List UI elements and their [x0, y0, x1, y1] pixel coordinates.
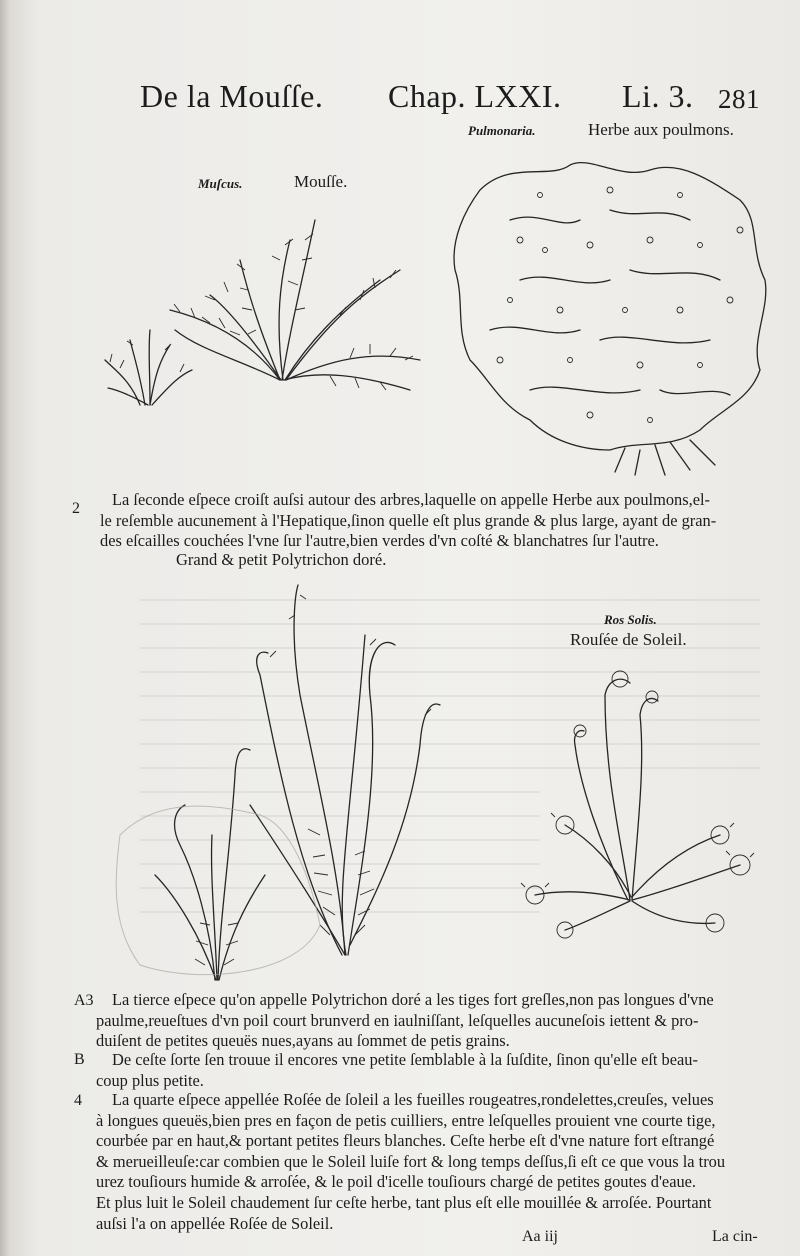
catchword: La cin-	[712, 1228, 758, 1245]
running-head-chapter: Chap. LXXI.	[388, 78, 562, 114]
paragraph-line: courbée par en haut,& portant petites fleurs blanches. Ceſte herbe eſt d'vne nature fort eſtrangé	[96, 1131, 715, 1151]
label-muscus-french: Mouſſe.	[294, 172, 348, 191]
running-head-left: De la Mouſſe.	[140, 78, 324, 114]
label-ros-solis-latin: Ros Solis.	[604, 612, 657, 627]
label-pulmonaria-latin: Pulmonaria.	[468, 123, 536, 138]
paragraph-line: Et plus luit le Soleil chaudement ſur ceſte herbe, tant plus eſt elle mouillée & arroſée. Pourtant	[96, 1192, 712, 1212]
paragraph-line: urez touſiours humide & arroſée, & le poil d'icelle touſiours chargé de petites goutes d'eaue.	[96, 1172, 697, 1192]
paragraph-4-marker: 4	[74, 1092, 82, 1109]
running-head-book: Li. 3.	[622, 78, 694, 114]
paragraph-line: des eſcailles couchées l'vne ſur l'autre,bien verdes d'vn coſté & blanchatres ſur l'autre.	[100, 531, 659, 551]
ros-solis-illustration	[520, 665, 770, 935]
paragraph-line: paulme,reueſtues d'vn poil court brunverd en iaulniſſant, leſquelles aucuneſois iettent & pro-	[96, 1010, 699, 1030]
paragraph-a3	[96, 990, 767, 1052]
signature-mark: Aa iij	[522, 1228, 558, 1245]
polytrichon-illustration	[120, 575, 440, 995]
pulmonaria-illustration	[450, 150, 770, 480]
page-number: 281	[718, 84, 760, 114]
paragraph-b-marker: B	[74, 1051, 85, 1068]
paragraph-line: coup plus petite.	[96, 1070, 204, 1090]
paragraph-line: le reſemble aucunement à l'Hepatique,ſinon quelle eſt plus grande & plus large, ayant de gran-	[100, 510, 717, 530]
paragraph-2-marker: 2	[72, 500, 80, 517]
label-pulmonaria-french: Herbe aux poulmons.	[588, 120, 734, 139]
paragraph-4	[96, 1090, 767, 1234]
moss-illustration	[100, 200, 440, 430]
paragraph-line: La quarte eſpece appellée Roſée de ſoleil a les fueilles rougeatres,rondelettes,creuſes, velues	[112, 1090, 714, 1109]
label-muscus-latin: Muſcus.	[198, 176, 243, 191]
paragraph-2	[100, 490, 767, 552]
paragraph-line: La tierce eſpece qu'on appelle Polytrichon doré a les tiges fort greſles,non pas longues d'vne	[112, 990, 714, 1009]
paragraph-line: duiſent de petites queuës nues,ayans au ſommet de petis grains.	[96, 1031, 510, 1051]
paragraph-line: auſsi l'a on appellée Roſée de Soleil.	[96, 1213, 334, 1233]
paragraph-line: La ſeconde eſpece croiſt auſsi autour des arbres,laquelle on appelle Herbe aux poulmons,el-	[112, 490, 711, 509]
label-ros-solis-french: Rouſée de Soleil.	[570, 630, 687, 649]
paragraph-b	[96, 1050, 767, 1091]
paragraph-line: & merueilleuſe:car combien que le Soleil luiſe fort & long temps deſſus,ſi eſt ce que vous la trou	[96, 1151, 726, 1171]
caption-polytrichon: Grand & petit Polytrichon doré.	[176, 550, 387, 569]
paragraph-line: à longues queuës,bien pres en façon de petis cuilliers, entre leſquelles prouient vne courte tige,	[96, 1110, 716, 1130]
paragraph-line: De ceſte ſorte ſen trouue il encores vne petite ſemblable à la ſuſdite, ſinon qu'elle eſt beau-	[112, 1050, 698, 1069]
paragraph-a3-marker: A3	[74, 992, 94, 1009]
